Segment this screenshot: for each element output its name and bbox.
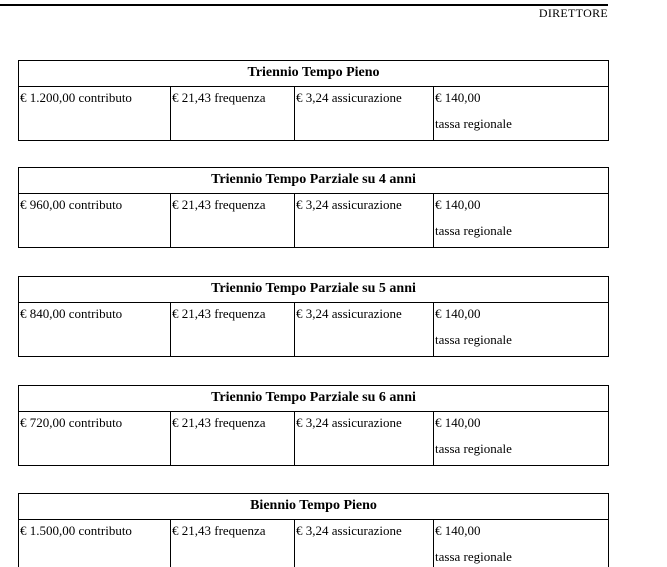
cell-assicurazione: € 3,24 assicurazione: [295, 520, 434, 567]
table-title-row: [19, 168, 609, 194]
tassa-amount: € 140,00: [435, 306, 481, 321]
tassa-label: tassa regionale: [435, 223, 512, 238]
cell-contributo: € 840,00 contributo: [19, 303, 171, 357]
table-row: [19, 520, 609, 567]
cell-assicurazione: € 3,24 assicurazione: [295, 194, 434, 248]
tassa-label: tassa regionale: [435, 441, 512, 456]
tassa-amount: € 140,00: [435, 197, 481, 212]
cell-contributo: € 960,00 contributo: [19, 194, 171, 248]
tassa-amount: € 140,00: [435, 90, 481, 105]
tassa-label: tassa regionale: [435, 116, 512, 131]
table-row: [19, 87, 609, 141]
table-title: Triennio Tempo Pieno: [19, 61, 609, 87]
table-title: Triennio Tempo Parziale su 4 anni: [19, 168, 609, 194]
cell-tassa-regionale: [434, 303, 609, 357]
cell-frequenza: € 21,43 frequenza: [171, 87, 295, 141]
tassa-amount: € 140,00: [435, 523, 481, 538]
table-title: Biennio Tempo Pieno: [19, 494, 609, 520]
table-row: [19, 412, 609, 466]
fee-table-triennio-tempo-pieno: [18, 60, 609, 141]
cell-assicurazione: € 3,24 assicurazione: [295, 412, 434, 466]
cell-assicurazione: € 3,24 assicurazione: [295, 303, 434, 357]
cell-tassa-regionale: [434, 412, 609, 466]
cell-contributo: € 1.200,00 contributo: [19, 87, 171, 141]
table-row: [19, 303, 609, 357]
fee-table-triennio-parziale-6-anni: [18, 385, 609, 466]
header-rule: [0, 4, 608, 6]
cell-contributo: € 1.500,00 contributo: [19, 520, 171, 567]
tassa-label: tassa regionale: [435, 549, 512, 564]
cell-frequenza: € 21,43 frequenza: [171, 303, 295, 357]
fee-table-biennio-tempo-pieno: [18, 493, 609, 567]
cell-frequenza: € 21,43 frequenza: [171, 520, 295, 567]
table-title-row: [19, 386, 609, 412]
table-row: [19, 194, 609, 248]
direttore-label: DIRETTORE: [538, 6, 608, 20]
cell-frequenza: € 21,43 frequenza: [171, 412, 295, 466]
tassa-amount: € 140,00: [435, 415, 481, 430]
tassa-label: tassa regionale: [435, 332, 512, 347]
cell-contributo: € 720,00 contributo: [19, 412, 171, 466]
cell-assicurazione: € 3,24 assicurazione: [295, 87, 434, 141]
table-title-row: [19, 494, 609, 520]
fee-table-triennio-parziale-5-anni: [18, 276, 609, 357]
fee-table-triennio-parziale-4-anni: [18, 167, 609, 248]
cell-tassa-regionale: [434, 520, 609, 567]
cell-tassa-regionale: [434, 87, 609, 141]
cell-tassa-regionale: [434, 194, 609, 248]
table-title-row: [19, 277, 609, 303]
table-title: Triennio Tempo Parziale su 5 anni: [19, 277, 609, 303]
table-title-row: [19, 61, 609, 87]
table-title: Triennio Tempo Parziale su 6 anni: [19, 386, 609, 412]
cell-frequenza: € 21,43 frequenza: [171, 194, 295, 248]
